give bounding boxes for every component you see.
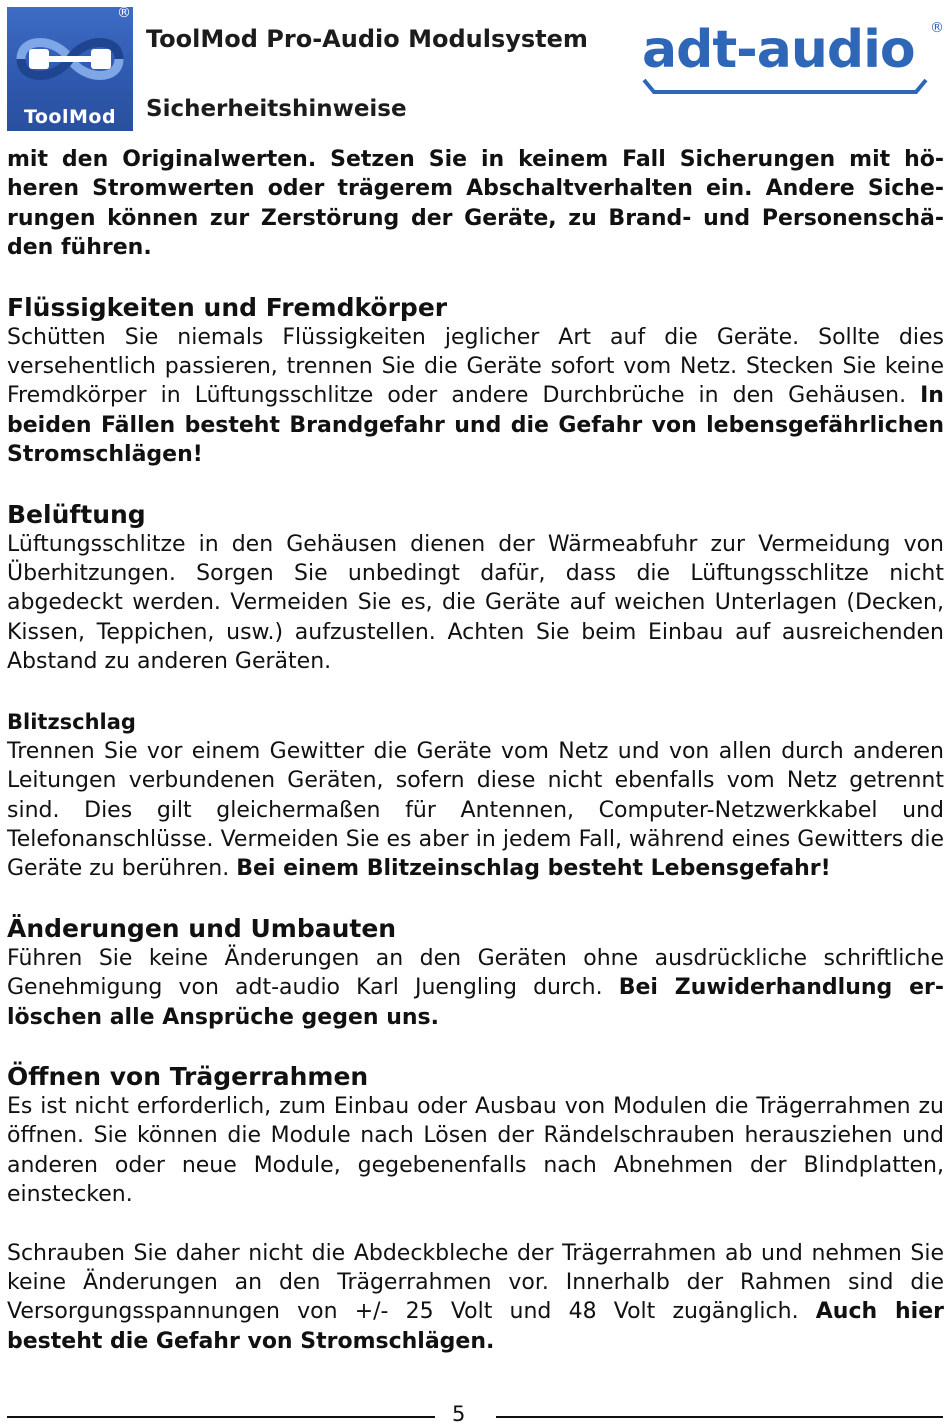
warning-text: Auch hier besteht die Gefahr von Stromschlägen. [7, 1299, 944, 1354]
adt-audio-logo [640, 20, 950, 104]
paragraph-ventilation: Lüftungsschlitze in den Gehäusen dienen der Wärmeabfuhr zur Vermeidung von Überhitzungen. Sorgen Sie unbedingt dafür, dass die Lüftungsschlitze nicht abgedeckt werden. Vermeiden Sie es, die Geräte auf weichen Unterlagen (Decken, Kissen, Teppichen, usw.) aufzustellen. Achten Sie beim Einbau auf ausreichenden Abstand zu anderen Geräten. [7, 531, 944, 675]
footer-rule-right [496, 1416, 943, 1418]
paragraph-liquids [7, 323, 944, 470]
paragraph-continued: mit den Originalwerten. Setzen Sie in keinem Fall Sicherungen mit höheren Stromwerten oder trägerem Abschaltverhalten ein. Andere Sicherungen können zur Zerstörung der Geräte, zu Brand- und Personenschäden führen. [7, 147, 944, 261]
heading-modifications: Änderungen und Umbauten [7, 913, 397, 943]
document-body [7, 145, 944, 1356]
page-header [0, 0, 950, 138]
paragraph-lightning [7, 737, 944, 884]
logo-underline-icon [640, 78, 930, 98]
heading-ventilation: Belüftung [7, 499, 146, 529]
paragraph-opening-racks-2 [7, 1239, 944, 1357]
paragraph-modifications [7, 944, 944, 1032]
page-footer [0, 1400, 950, 1427]
document-title: ToolMod Pro-Audio Modulsystem [146, 25, 588, 53]
toolmod-logo-text: ToolMod [23, 106, 117, 128]
page-number: 5 [452, 1402, 466, 1426]
adt-audio-logo-text: adt-audio [642, 20, 915, 80]
toolmod-logo [7, 7, 133, 131]
heading-opening-racks: Öffnen von Trägerrahmen [7, 1061, 369, 1091]
warning-text: Bei einem Blitzeinschlag besteht Lebensgefahr! [236, 856, 831, 882]
heading-liquids: Flüssigkeiten und Fremdkörper [7, 292, 448, 322]
section-title: Sicherheitshinweise [146, 96, 407, 122]
paragraph-text: Führen Sie keine Änderungen an den Geräten ohne ausdrückliche schriftliche Genehmigung von adt-audio Karl Juengling durch. [7, 945, 944, 1001]
paragraph-text: Schrauben Sie daher nicht die Abdeckbleche der Trägerrahmen ab und nehmen Sie keine Änderungen an den Trägerrahmen vor. Innerhalb der Rahmen sind die Versorgungsspannungen von +/- 25 Volt und 48 Volt zugänglich. [7, 1240, 944, 1325]
registered-mark: ® [930, 20, 944, 36]
warning-text: Bei Zuwiderhandlung erlöschen alle Ansprüche gegen uns. [7, 975, 944, 1030]
heading-lightning: Blitzschlag [7, 709, 136, 734]
paragraph-opening-racks: Es ist nicht erforderlich, zum Einbau oder Ausbau von Modulen die Trägerrahmen zu öffnen. Sie können die Module nach Lösen der Rändelschrauben herausziehen und anderen oder neue Module, gegebenenfalls nach Abnehmen der Blindplatten, einstecken. [7, 1093, 944, 1208]
paragraph-text: Schütten Sie niemals Flüssigkeiten jeglicher Art auf die Geräte. Sollte dies versehentlich passieren, trennen Sie die Geräte sofort vom Netz. Stecken Sie keine Fremdkörper in Lüftungsschlitze oder andere Durchbrüche in den Gehäusen. [7, 324, 944, 409]
warning-text: In beiden Fällen besteht Brandgefahr und die Gefahr von lebensgefährlichen Stromschlägen! [7, 383, 944, 468]
toolmod-emblem-icon [15, 19, 125, 99]
paragraph-text: Trennen Sie vor einem Gewitter die Geräte vom Netz und von allen durch anderen Leitungen verbundenen Geräten, sofern diese nicht ebenfalls vom Netz getrennt sind. Dies gilt gleichermaßen für Antennen, Computer-Netzwerkkabel und Telefonanschlüsse. Vermeiden Sie es aber in jedem Fall, während eines Gewitters die Geräte zu berühren. [7, 738, 944, 882]
footer-rule-left [7, 1416, 435, 1418]
registered-mark: ® [117, 5, 131, 21]
